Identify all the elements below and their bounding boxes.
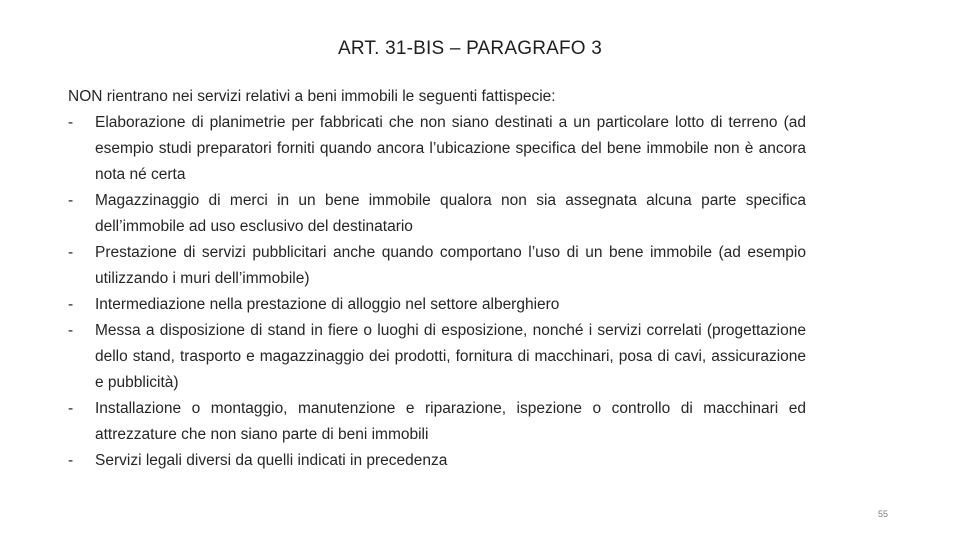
slide-body — [68, 84, 806, 474]
bullet-list — [68, 110, 806, 474]
bullet-dash: - — [68, 452, 74, 469]
list-item-text: Prestazione di servizi pubblicitari anche quando comportano l’uso di un bene immobile (ad esempio utilizzando i muri dell’immobile) — [95, 244, 806, 287]
page-number: 55 — [877, 509, 888, 519]
list-item — [68, 110, 806, 188]
list-item-text: Servizi legali diversi da quelli indicati in precedenza — [95, 452, 448, 469]
list-item — [68, 318, 806, 396]
list-item-text: Installazione o montaggio, manutenzione e riparazione, ispezione o controllo di macchinari ed attrezzature che non siano parte di beni immobili — [95, 400, 806, 443]
list-item — [68, 292, 806, 318]
list-item — [68, 396, 806, 448]
bullet-dash: - — [68, 192, 74, 209]
list-item-text: Elaborazione di planimetrie per fabbricati che non siano destinati a un particolare lotto di terreno (ad esempio studi preparatori forniti quando ancora l’ubicazione specifica del bene immobile non è ancora nota né certa — [95, 114, 806, 183]
list-item — [68, 188, 806, 240]
bullet-dash: - — [68, 244, 74, 261]
bullet-dash: - — [68, 322, 74, 339]
list-item-text: Messa a disposizione di stand in fiere o luoghi di esposizione, nonché i servizi correlati (progettazione dello stand, trasporto e magazzinaggio dei prodotti, fornitura di macchinari, posa di cavi, assicurazione e pubblicità) — [95, 322, 806, 391]
list-item-text: Magazzinaggio di merci in un bene immobile qualora non sia assegnata alcuna parte specifica dell’immobile ad uso esclusivo del destinatario — [95, 192, 806, 235]
bullet-dash: - — [68, 296, 74, 313]
list-item — [68, 448, 806, 474]
intro-text: NON rientrano nei servizi relativi a beni immobili le seguenti fattispecie: — [68, 88, 556, 105]
slide-title: ART. 31-BIS – PARAGRAFO 3 — [337, 38, 603, 59]
bullet-dash: - — [68, 114, 74, 131]
list-item-text: Intermediazione nella prestazione di alloggio nel settore alberghiero — [95, 296, 560, 313]
list-item — [68, 240, 806, 292]
bullet-dash: - — [68, 400, 74, 417]
